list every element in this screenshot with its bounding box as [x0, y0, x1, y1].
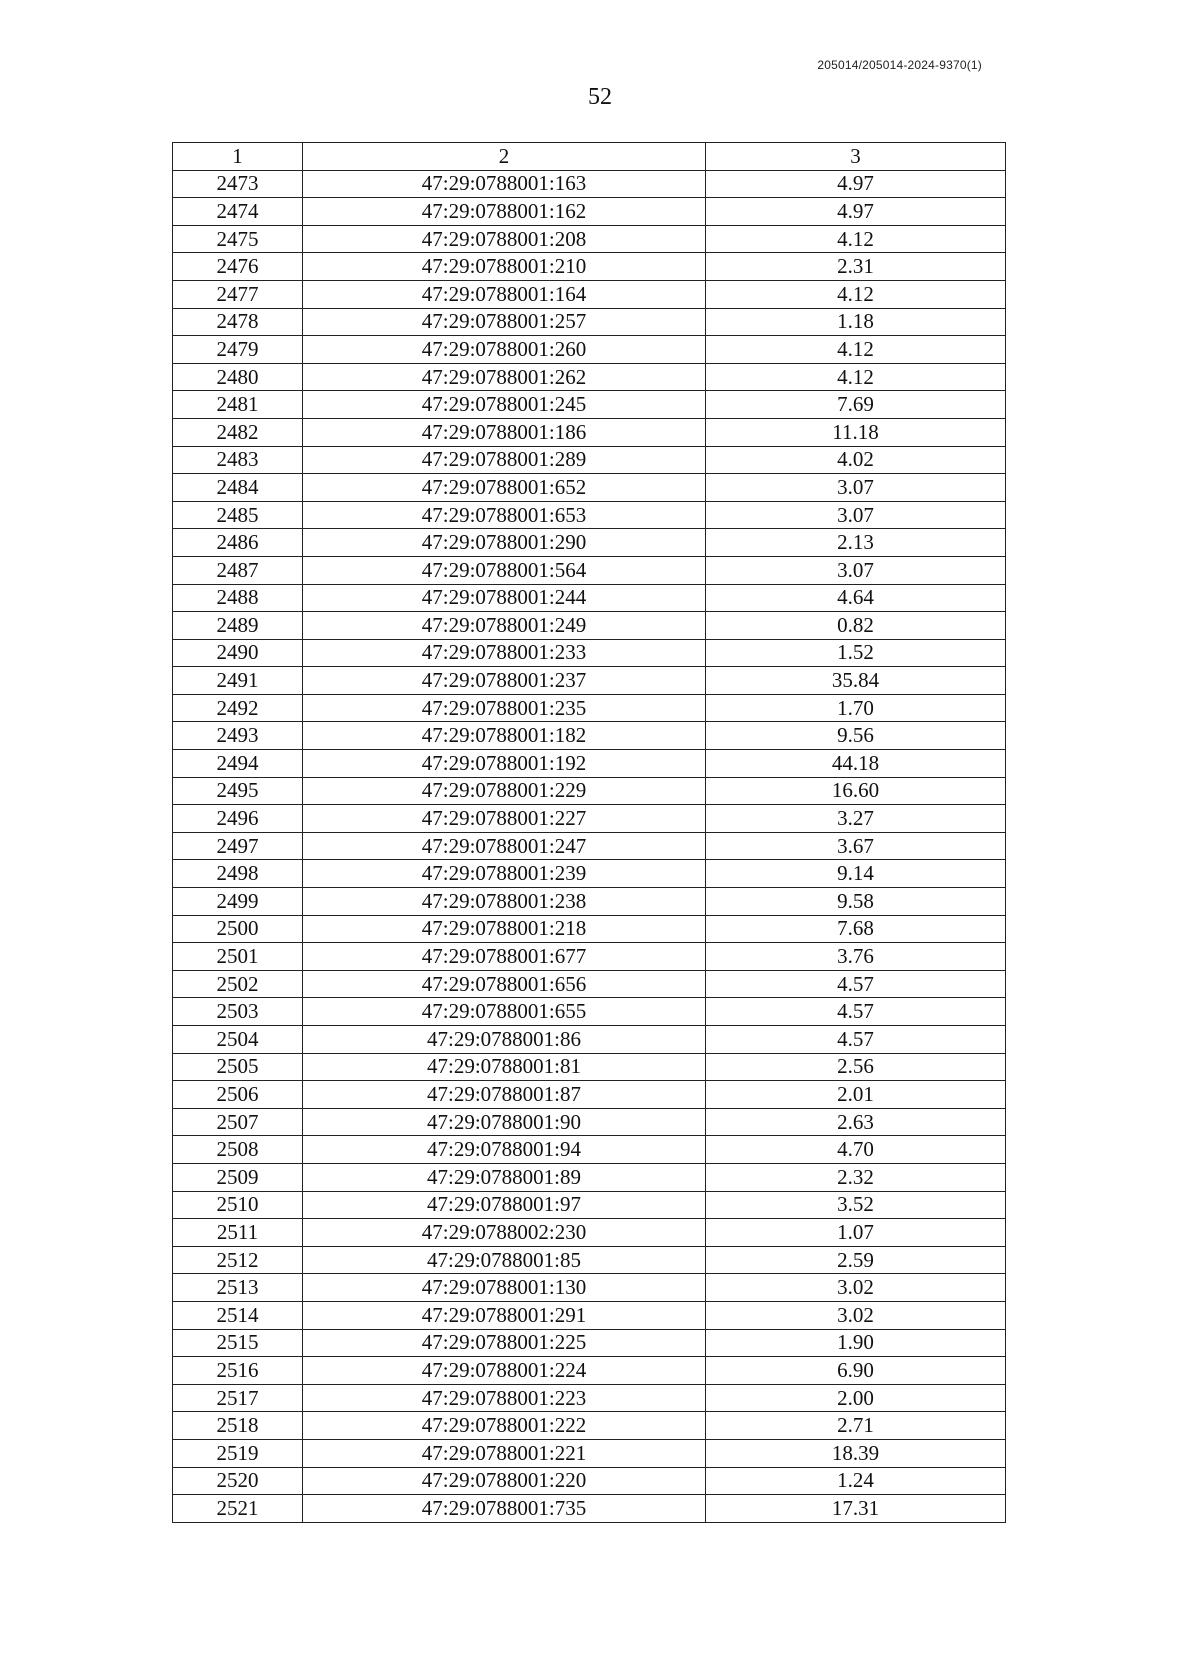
table-row	[173, 832, 1006, 860]
cadastral-number-cell: 47:29:0788001:225	[303, 1329, 706, 1357]
area-value-cell: 1.07	[706, 1219, 1006, 1247]
cadastral-number-cell: 47:29:0788001:90	[303, 1108, 706, 1136]
row-number-cell: 2474	[173, 198, 303, 226]
row-number-cell: 2507	[173, 1108, 303, 1136]
row-number-cell: 2493	[173, 722, 303, 750]
column-header: 2	[303, 143, 706, 171]
table-row	[173, 1495, 1006, 1523]
area-value-cell: 4.02	[706, 446, 1006, 474]
cadastral-number-cell: 47:29:0788001:239	[303, 860, 706, 888]
row-number-cell: 2517	[173, 1384, 303, 1412]
row-number-cell: 2506	[173, 1081, 303, 1109]
row-number-cell: 2475	[173, 225, 303, 253]
area-value-cell: 7.69	[706, 391, 1006, 419]
area-value-cell: 3.02	[706, 1301, 1006, 1329]
area-value-cell: 17.31	[706, 1495, 1006, 1523]
cadastral-number-cell: 47:29:0788001:655	[303, 998, 706, 1026]
cadastral-number-cell: 47:29:0788001:290	[303, 529, 706, 557]
cadastral-number-cell: 47:29:0788001:677	[303, 943, 706, 971]
area-value-cell: 2.32	[706, 1163, 1006, 1191]
cadastral-number-cell: 47:29:0788001:227	[303, 805, 706, 833]
table-row	[173, 1384, 1006, 1412]
page-number: 52	[588, 84, 612, 110]
table-row	[173, 888, 1006, 916]
row-number-cell: 2486	[173, 529, 303, 557]
cadastral-number-cell: 47:29:0788001:257	[303, 308, 706, 336]
table-row	[173, 336, 1006, 364]
cadastral-number-cell: 47:29:0788001:223	[303, 1384, 706, 1412]
row-number-cell: 2479	[173, 336, 303, 364]
row-number-cell: 2501	[173, 943, 303, 971]
area-value-cell: 1.52	[706, 639, 1006, 667]
area-value-cell: 3.02	[706, 1274, 1006, 1302]
area-value-cell: 2.31	[706, 253, 1006, 281]
area-value-cell: 1.70	[706, 694, 1006, 722]
area-value-cell: 3.07	[706, 474, 1006, 502]
area-value-cell: 7.68	[706, 915, 1006, 943]
cadastral-number-cell: 47:29:0788001:291	[303, 1301, 706, 1329]
cadastral-number-cell: 47:29:0788001:94	[303, 1136, 706, 1164]
cadastral-number-cell: 47:29:0788001:218	[303, 915, 706, 943]
table-row	[173, 391, 1006, 419]
row-number-cell: 2503	[173, 998, 303, 1026]
table-header-row	[173, 143, 1006, 171]
table-row	[173, 1136, 1006, 1164]
table-row	[173, 970, 1006, 998]
row-number-cell: 2480	[173, 363, 303, 391]
row-number-cell: 2516	[173, 1357, 303, 1385]
row-number-cell: 2518	[173, 1412, 303, 1440]
area-value-cell: 2.56	[706, 1053, 1006, 1081]
document-id: 205014/205014-2024-9370(1)	[817, 58, 982, 72]
area-value-cell: 9.58	[706, 888, 1006, 916]
data-table	[172, 142, 1006, 1523]
cadastral-number-cell: 47:29:0788002:230	[303, 1219, 706, 1247]
area-value-cell: 9.14	[706, 860, 1006, 888]
row-number-cell: 2511	[173, 1219, 303, 1247]
table-row	[173, 1439, 1006, 1467]
cadastral-number-cell: 47:29:0788001:249	[303, 612, 706, 640]
table-row	[173, 1191, 1006, 1219]
table-row	[173, 446, 1006, 474]
table-row	[173, 253, 1006, 281]
area-value-cell: 16.60	[706, 777, 1006, 805]
area-value-cell: 1.90	[706, 1329, 1006, 1357]
row-number-cell: 2510	[173, 1191, 303, 1219]
cadastral-number-cell: 47:29:0788001:221	[303, 1439, 706, 1467]
table-row	[173, 1246, 1006, 1274]
cadastral-number-cell: 47:29:0788001:222	[303, 1412, 706, 1440]
area-value-cell: 18.39	[706, 1439, 1006, 1467]
table-row	[173, 998, 1006, 1026]
row-number-cell: 2500	[173, 915, 303, 943]
cadastral-number-cell: 47:29:0788001:85	[303, 1246, 706, 1274]
table-row	[173, 1163, 1006, 1191]
area-value-cell: 4.97	[706, 198, 1006, 226]
area-value-cell: 1.24	[706, 1467, 1006, 1495]
row-number-cell: 2496	[173, 805, 303, 833]
cadastral-number-cell: 47:29:0788001:247	[303, 832, 706, 860]
area-value-cell: 11.18	[706, 418, 1006, 446]
row-number-cell: 2495	[173, 777, 303, 805]
row-number-cell: 2489	[173, 612, 303, 640]
row-number-cell: 2494	[173, 750, 303, 778]
table-row	[173, 529, 1006, 557]
table-row	[173, 363, 1006, 391]
cadastral-number-cell: 47:29:0788001:653	[303, 501, 706, 529]
table-body	[173, 143, 1006, 1523]
cadastral-number-cell: 47:29:0788001:229	[303, 777, 706, 805]
cadastral-number-cell: 47:29:0788001:564	[303, 556, 706, 584]
area-value-cell: 4.57	[706, 970, 1006, 998]
table-row	[173, 474, 1006, 502]
cadastral-number-cell: 47:29:0788001:97	[303, 1191, 706, 1219]
cadastral-number-cell: 47:29:0788001:208	[303, 225, 706, 253]
area-value-cell: 2.13	[706, 529, 1006, 557]
area-value-cell: 4.70	[706, 1136, 1006, 1164]
row-number-cell: 2478	[173, 308, 303, 336]
cadastral-number-cell: 47:29:0788001:220	[303, 1467, 706, 1495]
table-row	[173, 639, 1006, 667]
area-value-cell: 6.90	[706, 1357, 1006, 1385]
column-header: 3	[706, 143, 1006, 171]
row-number-cell: 2490	[173, 639, 303, 667]
row-number-cell: 2481	[173, 391, 303, 419]
cadastral-number-cell: 47:29:0788001:656	[303, 970, 706, 998]
row-number-cell: 2497	[173, 832, 303, 860]
row-number-cell: 2502	[173, 970, 303, 998]
row-number-cell: 2514	[173, 1301, 303, 1329]
cadastral-number-cell: 47:29:0788001:244	[303, 584, 706, 612]
cadastral-number-cell: 47:29:0788001:233	[303, 639, 706, 667]
row-number-cell: 2477	[173, 280, 303, 308]
table-row	[173, 1412, 1006, 1440]
cadastral-number-cell: 47:29:0788001:224	[303, 1357, 706, 1385]
area-value-cell: 2.63	[706, 1108, 1006, 1136]
row-number-cell: 2482	[173, 418, 303, 446]
cadastral-number-cell: 47:29:0788001:262	[303, 363, 706, 391]
table-row	[173, 777, 1006, 805]
area-value-cell: 3.67	[706, 832, 1006, 860]
row-number-cell: 2498	[173, 860, 303, 888]
table-row	[173, 584, 1006, 612]
table-row	[173, 198, 1006, 226]
area-value-cell: 2.00	[706, 1384, 1006, 1412]
table-row	[173, 501, 1006, 529]
row-number-cell: 2488	[173, 584, 303, 612]
area-value-cell: 4.57	[706, 998, 1006, 1026]
table-row	[173, 225, 1006, 253]
cadastral-number-cell: 47:29:0788001:260	[303, 336, 706, 364]
area-value-cell: 1.18	[706, 308, 1006, 336]
cadastral-number-cell: 47:29:0788001:130	[303, 1274, 706, 1302]
row-number-cell: 2484	[173, 474, 303, 502]
area-value-cell: 4.12	[706, 225, 1006, 253]
table-row	[173, 280, 1006, 308]
area-value-cell: 4.12	[706, 363, 1006, 391]
area-value-cell: 3.07	[706, 501, 1006, 529]
table-row	[173, 1357, 1006, 1385]
cadastral-number-cell: 47:29:0788001:162	[303, 198, 706, 226]
cadastral-number-cell: 47:29:0788001:238	[303, 888, 706, 916]
cadastral-number-cell: 47:29:0788001:81	[303, 1053, 706, 1081]
row-number-cell: 2473	[173, 170, 303, 198]
cadastral-number-cell: 47:29:0788001:210	[303, 253, 706, 281]
area-value-cell: 4.12	[706, 280, 1006, 308]
cadastral-number-cell: 47:29:0788001:192	[303, 750, 706, 778]
area-value-cell: 4.97	[706, 170, 1006, 198]
area-value-cell: 3.76	[706, 943, 1006, 971]
column-header: 1	[173, 143, 303, 171]
area-value-cell: 4.64	[706, 584, 1006, 612]
table-row	[173, 860, 1006, 888]
table-row	[173, 1301, 1006, 1329]
table-row	[173, 418, 1006, 446]
table-row	[173, 1108, 1006, 1136]
row-number-cell: 2491	[173, 667, 303, 695]
row-number-cell: 2509	[173, 1163, 303, 1191]
cadastral-number-cell: 47:29:0788001:87	[303, 1081, 706, 1109]
table-row	[173, 1329, 1006, 1357]
table-row	[173, 1081, 1006, 1109]
row-number-cell: 2485	[173, 501, 303, 529]
row-number-cell: 2499	[173, 888, 303, 916]
area-value-cell: 3.07	[706, 556, 1006, 584]
cadastral-number-cell: 47:29:0788001:735	[303, 1495, 706, 1523]
cadastral-number-cell: 47:29:0788001:163	[303, 170, 706, 198]
cadastral-number-cell: 47:29:0788001:237	[303, 667, 706, 695]
area-value-cell: 35.84	[706, 667, 1006, 695]
cadastral-number-cell: 47:29:0788001:89	[303, 1163, 706, 1191]
row-number-cell: 2492	[173, 694, 303, 722]
table-row	[173, 1467, 1006, 1495]
table-row	[173, 694, 1006, 722]
area-value-cell: 3.52	[706, 1191, 1006, 1219]
table-row	[173, 170, 1006, 198]
cadastral-number-cell: 47:29:0788001:235	[303, 694, 706, 722]
row-number-cell: 2508	[173, 1136, 303, 1164]
area-value-cell: 4.12	[706, 336, 1006, 364]
row-number-cell: 2513	[173, 1274, 303, 1302]
table-row	[173, 1026, 1006, 1054]
area-value-cell: 2.59	[706, 1246, 1006, 1274]
table-row	[173, 915, 1006, 943]
table-row	[173, 805, 1006, 833]
table-row	[173, 1219, 1006, 1247]
cadastral-number-cell: 47:29:0788001:652	[303, 474, 706, 502]
row-number-cell: 2520	[173, 1467, 303, 1495]
table-row	[173, 1274, 1006, 1302]
area-value-cell: 9.56	[706, 722, 1006, 750]
cadastral-number-cell: 47:29:0788001:245	[303, 391, 706, 419]
row-number-cell: 2505	[173, 1053, 303, 1081]
area-value-cell: 4.57	[706, 1026, 1006, 1054]
cadastral-number-cell: 47:29:0788001:182	[303, 722, 706, 750]
cadastral-number-cell: 47:29:0788001:86	[303, 1026, 706, 1054]
row-number-cell: 2504	[173, 1026, 303, 1054]
table-row	[173, 750, 1006, 778]
cadastral-number-cell: 47:29:0788001:289	[303, 446, 706, 474]
area-value-cell: 2.01	[706, 1081, 1006, 1109]
row-number-cell: 2476	[173, 253, 303, 281]
table-row	[173, 667, 1006, 695]
row-number-cell: 2483	[173, 446, 303, 474]
table-row	[173, 556, 1006, 584]
table-row	[173, 308, 1006, 336]
area-value-cell: 2.71	[706, 1412, 1006, 1440]
cadastral-number-cell: 47:29:0788001:186	[303, 418, 706, 446]
row-number-cell: 2487	[173, 556, 303, 584]
row-number-cell: 2519	[173, 1439, 303, 1467]
table-row	[173, 722, 1006, 750]
area-value-cell: 3.27	[706, 805, 1006, 833]
row-number-cell: 2521	[173, 1495, 303, 1523]
area-value-cell: 44.18	[706, 750, 1006, 778]
cadastral-number-cell: 47:29:0788001:164	[303, 280, 706, 308]
row-number-cell: 2515	[173, 1329, 303, 1357]
row-number-cell: 2512	[173, 1246, 303, 1274]
table-row	[173, 1053, 1006, 1081]
table-row	[173, 943, 1006, 971]
area-value-cell: 0.82	[706, 612, 1006, 640]
table-row	[173, 612, 1006, 640]
